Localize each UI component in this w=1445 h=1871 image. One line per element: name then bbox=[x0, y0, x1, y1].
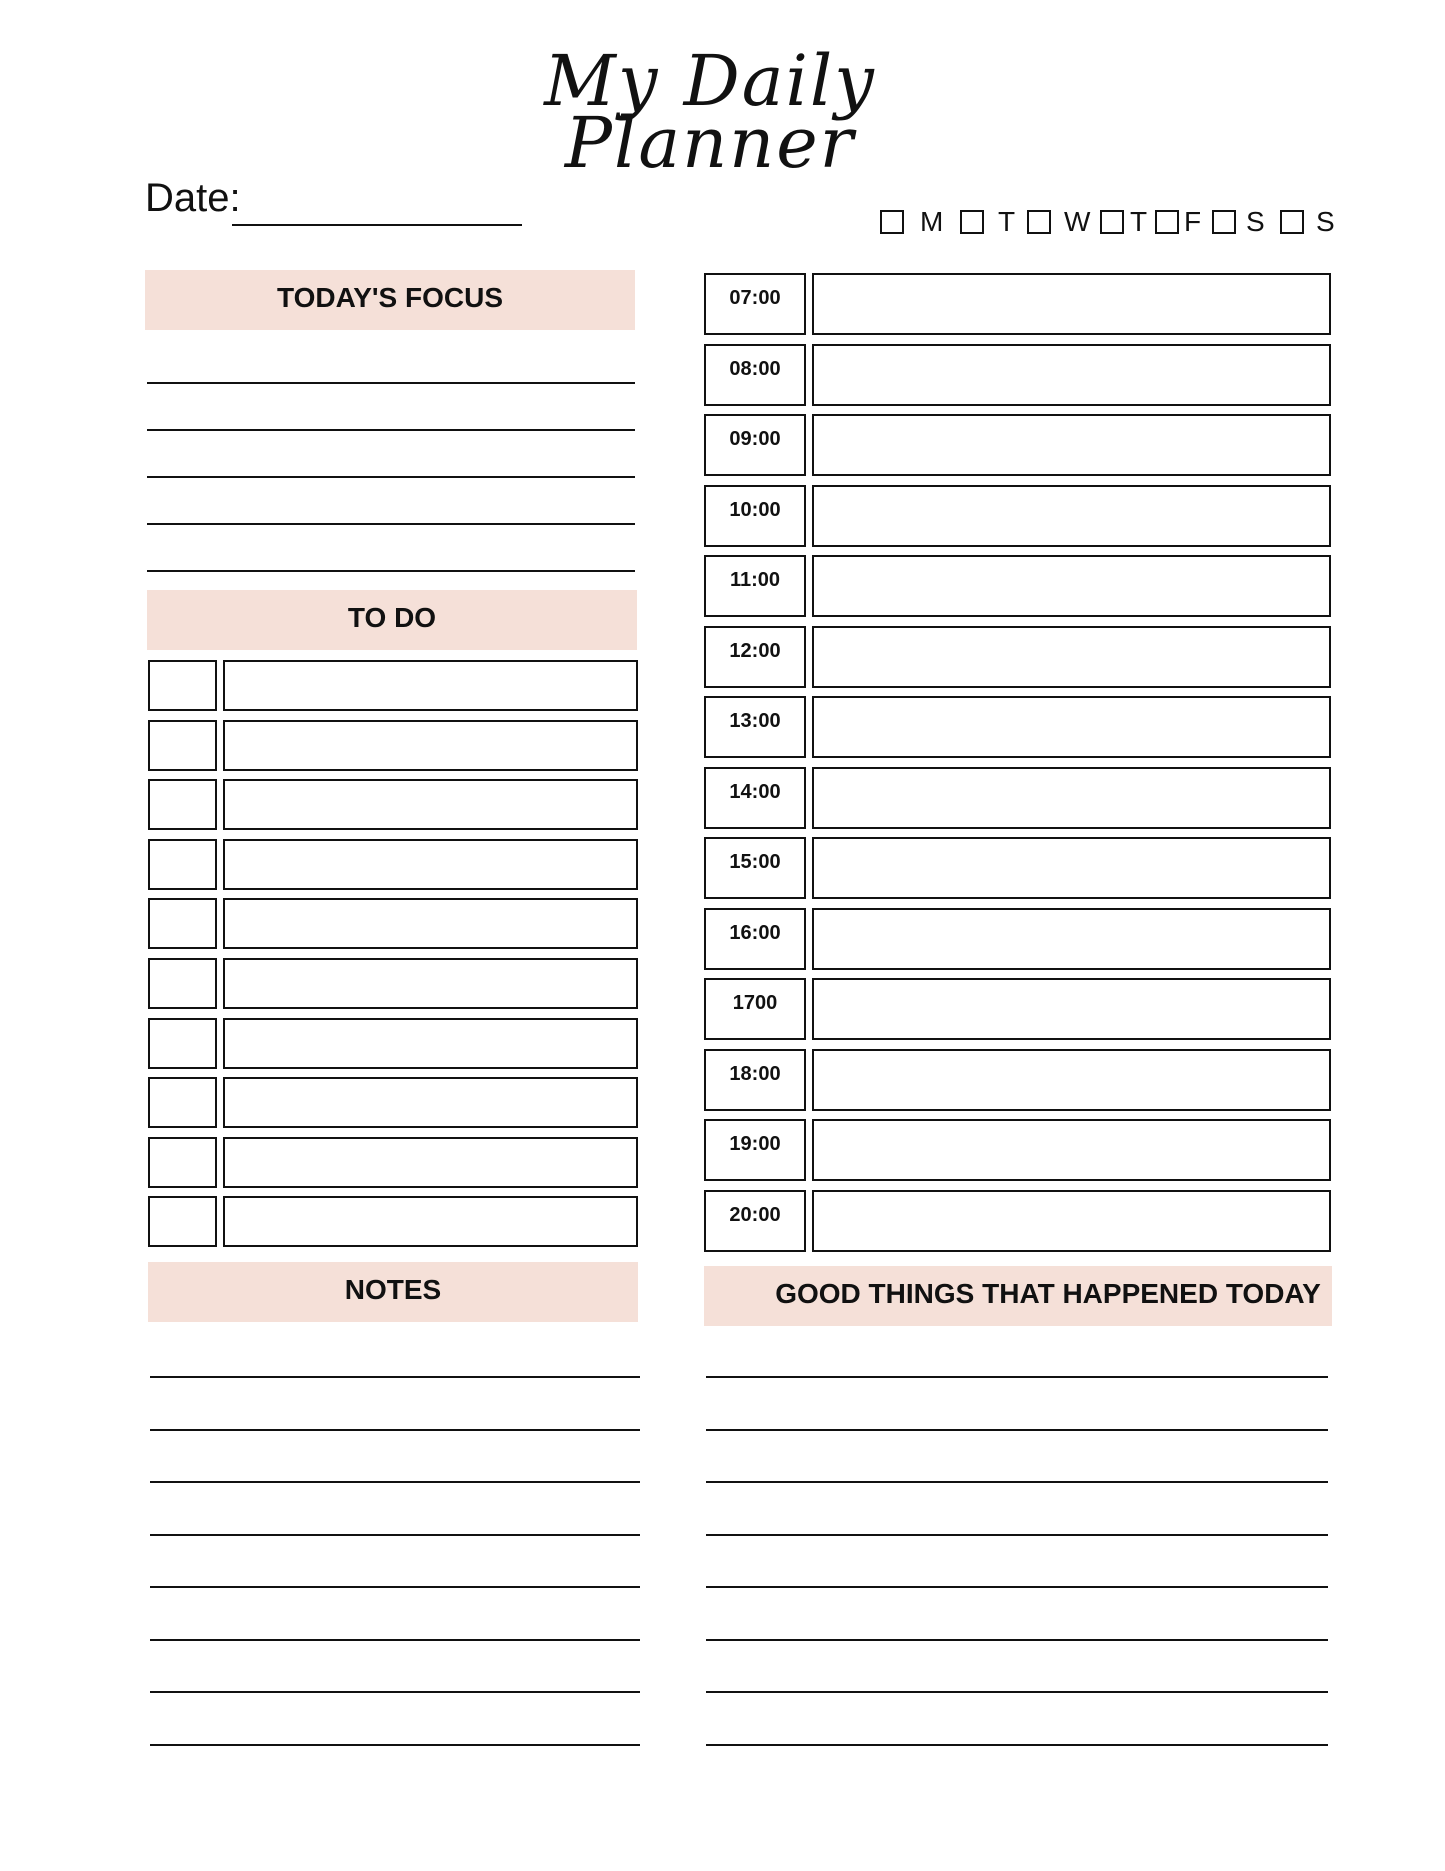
todo-checkbox[interactable] bbox=[148, 958, 217, 1009]
good-things-line[interactable] bbox=[706, 1429, 1328, 1431]
time-slot-entry[interactable] bbox=[812, 555, 1331, 617]
day-label-2: T bbox=[998, 206, 1016, 237]
focus-line[interactable] bbox=[147, 382, 635, 384]
day-label-4: T bbox=[1130, 206, 1148, 237]
time-slot-entry[interactable] bbox=[812, 414, 1331, 476]
day-label-5: F bbox=[1184, 206, 1202, 237]
time-slot-label: 10:00 bbox=[704, 485, 806, 547]
day-label-6: S bbox=[1246, 206, 1265, 237]
good-things-line[interactable] bbox=[706, 1639, 1328, 1641]
todo-checkbox[interactable] bbox=[148, 1196, 217, 1247]
time-slot-entry[interactable] bbox=[812, 344, 1331, 406]
todo-checkbox[interactable] bbox=[148, 1018, 217, 1069]
todo-checkbox[interactable] bbox=[148, 779, 217, 830]
planner-title bbox=[510, 40, 910, 184]
time-slot-label: 12:00 bbox=[704, 626, 806, 688]
notes-line[interactable] bbox=[150, 1639, 640, 1641]
todo-checkbox[interactable] bbox=[148, 720, 217, 771]
focus-line[interactable] bbox=[147, 429, 635, 431]
time-slot-entry[interactable] bbox=[812, 1190, 1331, 1252]
notes-header: NOTES bbox=[148, 1262, 638, 1322]
todo-item-field[interactable] bbox=[223, 839, 638, 890]
todo-item-field[interactable] bbox=[223, 779, 638, 830]
time-slot-entry[interactable] bbox=[812, 837, 1331, 899]
todo-item-field[interactable] bbox=[223, 1077, 638, 1128]
time-slot-entry[interactable] bbox=[812, 626, 1331, 688]
todo-item-field[interactable] bbox=[223, 898, 638, 949]
good-things-line[interactable] bbox=[706, 1586, 1328, 1588]
time-slot-label: 16:00 bbox=[704, 908, 806, 970]
time-slot-label: 11:00 bbox=[704, 555, 806, 617]
time-slot-entry[interactable] bbox=[812, 273, 1331, 335]
todo-checkbox[interactable] bbox=[148, 839, 217, 890]
good-things-line[interactable] bbox=[706, 1534, 1328, 1536]
time-slot-entry[interactable] bbox=[812, 767, 1331, 829]
date-field[interactable] bbox=[232, 224, 522, 226]
focus-line[interactable] bbox=[147, 523, 635, 525]
todo-checkbox[interactable] bbox=[148, 898, 217, 949]
notes-line[interactable] bbox=[150, 1586, 640, 1588]
focus-line[interactable] bbox=[147, 476, 635, 478]
title-line-2: Planner bbox=[564, 102, 856, 184]
day-checkbox-5[interactable] bbox=[1155, 210, 1179, 234]
todo-item-field[interactable] bbox=[223, 1196, 638, 1247]
time-slot-entry[interactable] bbox=[812, 1049, 1331, 1111]
focus-line[interactable] bbox=[147, 570, 635, 572]
time-slot-label: 20:00 bbox=[704, 1190, 806, 1252]
good-things-header: GOOD THINGS THAT HAPPENED TODAY bbox=[704, 1266, 1332, 1326]
notes-line[interactable] bbox=[150, 1376, 640, 1378]
time-slot-label: 08:00 bbox=[704, 344, 806, 406]
day-checkbox-1[interactable] bbox=[880, 210, 904, 234]
day-checkbox-4[interactable] bbox=[1100, 210, 1124, 234]
todo-header: TO DO bbox=[147, 590, 637, 650]
time-slot-label: 13:00 bbox=[704, 696, 806, 758]
time-slot-entry[interactable] bbox=[812, 696, 1331, 758]
day-label-1: M bbox=[920, 206, 944, 237]
time-slot-label: 09:00 bbox=[704, 414, 806, 476]
time-slot-label: 18:00 bbox=[704, 1049, 806, 1111]
todo-item-field[interactable] bbox=[223, 720, 638, 771]
notes-line[interactable] bbox=[150, 1691, 640, 1693]
time-slot-entry[interactable] bbox=[812, 1119, 1331, 1181]
title-line-1: My Daily bbox=[544, 40, 876, 122]
time-slot-label: 14:00 bbox=[704, 767, 806, 829]
good-things-line[interactable] bbox=[706, 1744, 1328, 1746]
day-checkbox-7[interactable] bbox=[1280, 210, 1304, 234]
date-label: Date: bbox=[145, 176, 241, 220]
todo-item-field[interactable] bbox=[223, 958, 638, 1009]
notes-line[interactable] bbox=[150, 1534, 640, 1536]
time-slot-label: 07:00 bbox=[704, 273, 806, 335]
todo-item-field[interactable] bbox=[223, 1018, 638, 1069]
notes-line[interactable] bbox=[150, 1744, 640, 1746]
time-slot-label: 1700 bbox=[704, 978, 806, 1040]
day-checkbox-3[interactable] bbox=[1027, 210, 1051, 234]
day-checkbox-2[interactable] bbox=[960, 210, 984, 234]
notes-line[interactable] bbox=[150, 1481, 640, 1483]
todo-checkbox[interactable] bbox=[148, 1077, 217, 1128]
time-slot-label: 15:00 bbox=[704, 837, 806, 899]
time-slot-entry[interactable] bbox=[812, 485, 1331, 547]
good-things-line[interactable] bbox=[706, 1691, 1328, 1693]
time-slot-entry[interactable] bbox=[812, 978, 1331, 1040]
time-slot-entry[interactable] bbox=[812, 908, 1331, 970]
day-label-3: W bbox=[1064, 206, 1091, 237]
todo-checkbox[interactable] bbox=[148, 660, 217, 711]
day-checkbox-6[interactable] bbox=[1212, 210, 1236, 234]
day-label-7: S bbox=[1316, 206, 1335, 237]
good-things-line[interactable] bbox=[706, 1481, 1328, 1483]
todo-item-field[interactable] bbox=[223, 660, 638, 711]
good-things-line[interactable] bbox=[706, 1376, 1328, 1378]
focus-header: TODAY'S FOCUS bbox=[145, 270, 635, 330]
todo-checkbox[interactable] bbox=[148, 1137, 217, 1188]
time-slot-label: 19:00 bbox=[704, 1119, 806, 1181]
todo-item-field[interactable] bbox=[223, 1137, 638, 1188]
notes-line[interactable] bbox=[150, 1429, 640, 1431]
